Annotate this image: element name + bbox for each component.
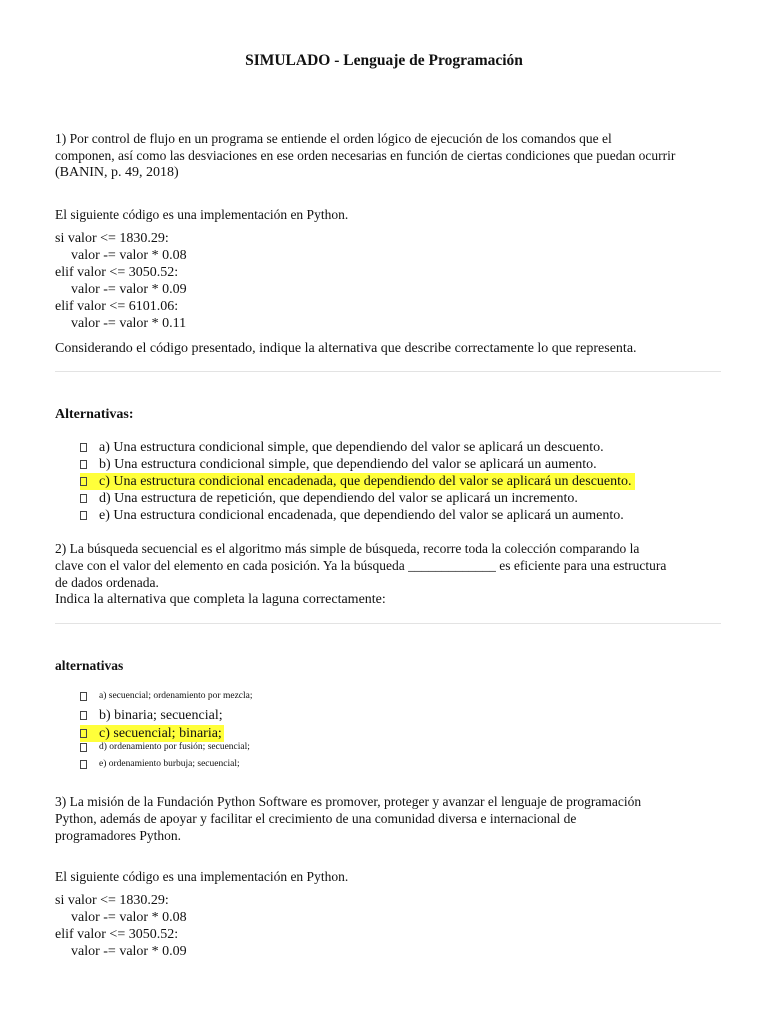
- q1-option-a-label: a) Una estructura condicional simple, que dependiendo del valor se aplicará un descuento.: [99, 440, 604, 455]
- checkbox-icon[interactable]: [80, 477, 87, 486]
- q3-code-line: valor -= valor * 0.09: [71, 944, 187, 959]
- q1-code-line: si valor <= 1830.29:: [55, 231, 169, 246]
- q2-option-a-label: a) secuencial; ordenamiento por mezcla;: [99, 691, 253, 701]
- q2-option-b[interactable]: [80, 707, 223, 724]
- divider: [55, 623, 721, 624]
- q1-option-b[interactable]: [80, 456, 597, 473]
- q1-option-e-label: e) Una estructura condicional encadenada, que dependiendo del valor se aplicará un aumento.: [99, 508, 624, 523]
- q1-option-b-label: b) Una estructura condicional simple, que dependiendo del valor se aplicará un aumento.: [99, 457, 597, 472]
- q1-option-e[interactable]: [80, 507, 624, 524]
- q1-option-a[interactable]: [80, 439, 604, 456]
- q1-text-line2: componen, así como las desviaciones en ese orden necesarias en función de ciertas condiciones que puedan ocurrir: [55, 148, 676, 163]
- q3-code-line: si valor <= 1830.29:: [55, 893, 169, 908]
- q2-text-line1: 2) La búsqueda secuencial es el algoritmo más simple de búsqueda, recorre toda la colección comparando la: [55, 541, 640, 556]
- q3-code-line: elif valor <= 3050.52:: [55, 927, 179, 942]
- checkbox-icon[interactable]: [80, 760, 87, 769]
- checkbox-icon[interactable]: [80, 511, 87, 520]
- page-title: SIMULADO - Lenguaje de Programación: [245, 52, 523, 69]
- q1-option-d[interactable]: [80, 490, 578, 507]
- q2-text-line3: de dados ordenada.: [55, 575, 159, 590]
- q2-alternatives-heading: alternativas: [55, 658, 124, 673]
- checkbox-icon[interactable]: [80, 494, 87, 503]
- q2-text-line4: Indica la alternativa que completa la laguna correctamente:: [55, 592, 386, 607]
- q1-code-line: valor -= valor * 0.09: [71, 282, 187, 297]
- q1-text-line1: 1) Por control de flujo en un programa se entiende el orden lógico de ejecución de los comandos que el: [55, 131, 612, 146]
- checkbox-icon[interactable]: [80, 460, 87, 469]
- q3-code-intro: El siguiente código es una implementación en Python.: [55, 869, 349, 884]
- q1-code-line: valor -= valor * 0.08: [71, 248, 187, 263]
- q1-alternatives-heading: Alternativas:: [55, 407, 134, 422]
- checkbox-icon[interactable]: [80, 692, 87, 701]
- checkbox-icon[interactable]: [80, 443, 87, 452]
- q1-code-intro: El siguiente código es una implementación en Python.: [55, 207, 349, 222]
- q1-code-line: elif valor <= 6101.06:: [55, 299, 179, 314]
- q2-text-line2: clave con el valor del elemento en cada posición. Ya la búsqueda _____________ es eficiente para una estructura: [55, 558, 667, 573]
- q2-option-d[interactable]: [80, 741, 250, 753]
- q3-code-line: valor -= valor * 0.08: [71, 910, 187, 925]
- q2-option-e[interactable]: [80, 758, 240, 770]
- q2-option-d-label: d) ordenamiento por fusión; secuencial;: [99, 742, 250, 752]
- q1-code-line: elif valor <= 3050.52:: [55, 265, 179, 280]
- q1-prompt: Considerando el código presentado, indique la alternativa que describe correctamente lo que representa.: [55, 341, 637, 356]
- q1-option-d-label: d) Una estructura de repetición, que dependiendo del valor se aplicará un incremento.: [99, 491, 578, 506]
- divider: [55, 371, 721, 372]
- checkbox-icon[interactable]: [80, 743, 87, 752]
- q1-code-line: valor -= valor * 0.11: [71, 316, 187, 331]
- q2-option-c-label: c) secuencial; binaria;: [99, 726, 222, 741]
- checkbox-icon[interactable]: [80, 711, 87, 720]
- q1-option-c-highlighted[interactable]: [80, 473, 635, 490]
- q1-text-line3: (BANIN, p. 49, 2018): [55, 165, 179, 180]
- q3-text-line3: programadores Python.: [55, 828, 181, 843]
- q2-option-e-label: e) ordenamiento burbuja; secuencial;: [99, 759, 240, 769]
- q1-option-c-label: c) Una estructura condicional encadenada, que dependiendo del valor se aplicará un descuento.: [99, 474, 632, 489]
- q3-text-line1: 3) La misión de la Fundación Python Software es promover, proteger y avanzar el lenguaje de programación: [55, 794, 642, 809]
- q3-text-line2: Python, además de apoyar y facilitar el crecimiento de una comunidad diversa e internacional de: [55, 811, 577, 826]
- q2-option-b-label: b) binaria; secuencial;: [99, 708, 223, 723]
- checkbox-icon[interactable]: [80, 729, 87, 738]
- q2-option-a[interactable]: [80, 690, 253, 702]
- q2-option-c-highlighted[interactable]: [80, 725, 224, 742]
